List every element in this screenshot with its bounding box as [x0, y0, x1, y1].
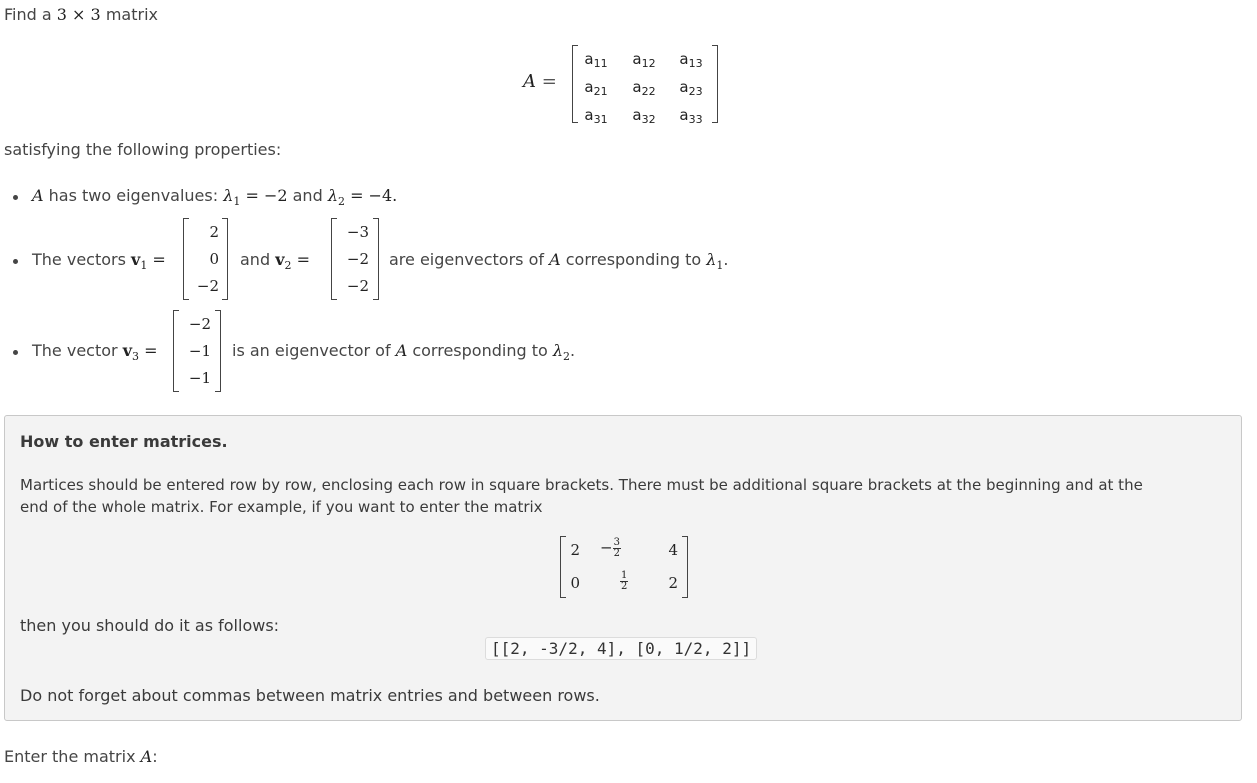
intro-times: × — [72, 5, 86, 24]
vector-v3 — [173, 310, 221, 392]
properties-heading: satisfying the following properties: — [4, 140, 282, 159]
matrix-a — [572, 45, 718, 126]
vector-v2 — [331, 218, 379, 300]
matrix-a-entry: $a_{13}$ — [679, 50, 703, 70]
intro-prefix: Find a — [4, 5, 52, 24]
intro-line — [4, 5, 158, 24]
example-code: [[2, -3/2, 4], [0, 1/2, 2]] — [485, 637, 757, 660]
help-paragraph-line1: Martices should be entered row by row, enclosing each row in square brackets. There must be additional square brackets at the beginning and at the — [20, 476, 1143, 494]
example-entry: 4 — [668, 541, 678, 559]
example-entry: 2 — [668, 574, 678, 592]
property-v3-label: The vector $v_3$ = — [32, 341, 158, 363]
matrix-a-name: A — [523, 71, 536, 92]
matrix-entry-help-box — [4, 415, 1242, 721]
intro-dim-a: 3 — [56, 5, 67, 24]
vector-v3-entry: −2 — [188, 315, 211, 333]
vector-v2-entry: −2 — [346, 250, 369, 268]
help-then-text: then you should do it as follows: — [20, 616, 280, 635]
example-entry: $\frac{1}{2}$ — [621, 570, 628, 592]
vector-v2-entry: −2 — [346, 277, 369, 295]
vector-v1-entry: 2 — [209, 223, 219, 241]
matrix-a-entry: $a_{21}$ — [584, 78, 608, 98]
property-v2-label: and $v_2$ = — [240, 250, 310, 272]
example-entry: 0 — [570, 574, 580, 592]
example-entry: 2 — [570, 541, 580, 559]
vector-v3-entry: −1 — [188, 342, 211, 360]
bullet-icon — [13, 259, 18, 264]
intro-dim-b: 3 — [90, 5, 101, 24]
matrix-a-entry: $a_{32}$ — [632, 106, 656, 126]
help-reminder: Do not forget about commas between matrix entries and between rows. — [20, 686, 600, 705]
intro-suffix: matrix — [105, 5, 158, 24]
vector-v3-entry: −1 — [188, 369, 211, 387]
vector-v1-entry: 0 — [209, 250, 219, 268]
example-matrix — [560, 536, 688, 598]
matrix-a-label — [523, 71, 557, 92]
help-title: How to enter matrices. — [20, 432, 228, 451]
bullet-icon — [13, 350, 18, 355]
example-entry: − $\frac{3}{2}$ — [600, 537, 620, 559]
enter-matrix-prompt: Enter the matrix A: — [4, 747, 158, 766]
property-v3-suffix: is an eigenvector of A corresponding to $\lambda_2$. — [232, 341, 576, 363]
matrix-a-equals: = — [541, 71, 557, 92]
matrix-a-entry: $a_{11}$ — [584, 50, 608, 70]
property-eigenvalues: A has two eigenvalues: $\lambda_1 = -2$ and $\lambda_2 = -4$. — [32, 186, 398, 208]
matrix-a-left-bracket — [572, 45, 578, 123]
vector-v1 — [183, 218, 228, 300]
matrix-a-entry: $a_{22}$ — [632, 78, 656, 98]
vector-v1-entry: −2 — [196, 277, 219, 295]
property-v1-label: The vectors $v_1$ = — [32, 250, 166, 272]
property-v1-v2-suffix: are eigenvectors of A corresponding to $\lambda_1$. — [389, 250, 729, 272]
vector-v2-entry: −3 — [346, 223, 369, 241]
matrix-a-right-bracket — [712, 45, 718, 123]
matrix-a-entry: $a_{33}$ — [679, 106, 703, 126]
matrix-a-entry: $a_{12}$ — [632, 50, 656, 70]
bullet-icon — [13, 195, 18, 200]
matrix-a-entry: $a_{23}$ — [679, 78, 703, 98]
matrix-a-entry: $a_{31}$ — [584, 106, 608, 126]
help-paragraph-line2: end of the whole matrix. For example, if you want to enter the matrix — [20, 498, 543, 516]
